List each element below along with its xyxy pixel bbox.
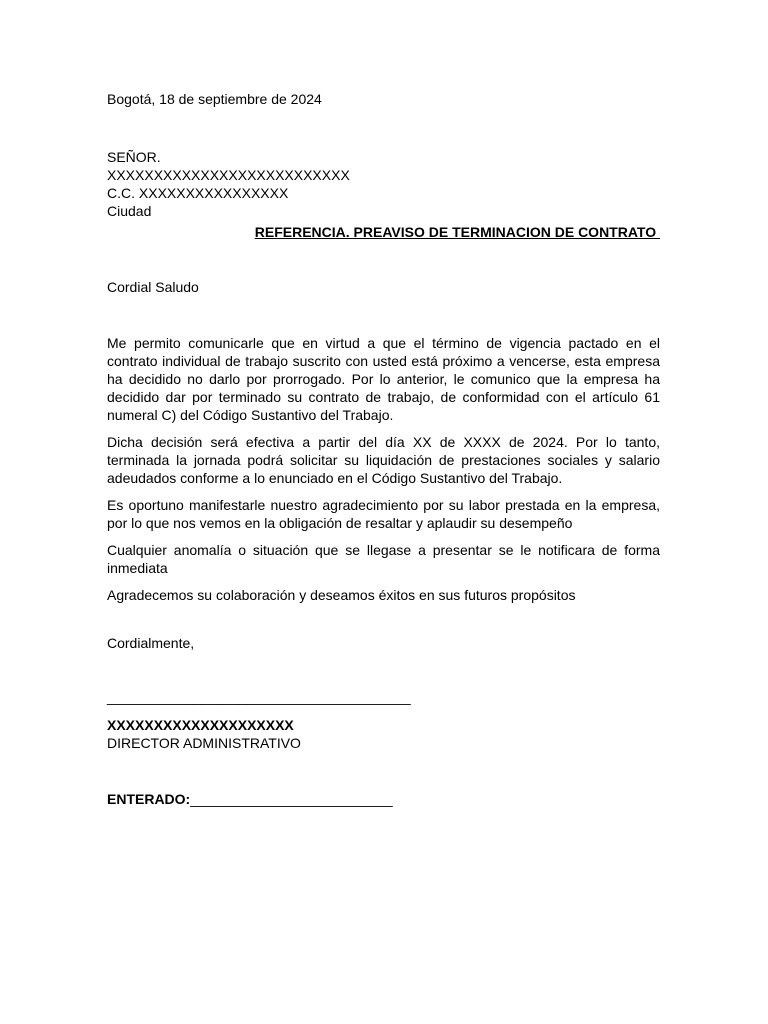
recipient-city: Ciudad	[107, 203, 152, 219]
reference-line: REFERENCIA. PREAVISO DE TERMINACION DE CONTRATO	[254, 224, 660, 240]
signature-line: _______________________________________	[107, 689, 411, 705]
closing: Cordialmente,	[107, 635, 195, 651]
body-paragraph: Dicha decisión será efectiva a partir del día XX de XXXX de 2024. Por lo tanto, terminada la jornada podrá solicitar su liquidación de prestaciones sociales y salario adeudados conforme a lo enunciado en el Código Sustantivo del Trabajo.	[107, 434, 660, 486]
body-paragraph: Agradecemos su colaboración y deseamos éxitos en sus futuros propósitos	[107, 587, 576, 603]
acknowledgement	[107, 790, 660, 808]
letter-page	[107, 90, 660, 808]
acknowledgement-label: ENTERADO:	[107, 791, 191, 807]
recipient-block	[107, 148, 660, 220]
recipient-salutation: SEÑOR.	[107, 149, 161, 165]
body-paragraph: Me permito comunicarle que en virtud a que el término de vigencia pactado en el contrato individual de trabajo suscrito con usted está próximo a vencerse, esta empresa ha decidido no darlo por prorrogado. Por lo anterior, le comunico que la empresa ha decidido dar por terminado su contrato de trabajo, de conformidad con el artículo 61 numeral C) del Código Sustantivo del Trabajo.	[107, 335, 660, 423]
letter-body	[107, 334, 660, 604]
body-paragraph: Es oportuno manifestarle nuestro agradecimiento por su labor prestada en la empresa, por lo que nos vemos en la obligación de resaltar y aplaudir su desempeño	[107, 497, 660, 531]
recipient-name: XXXXXXXXXXXXXXXXXXXXXXXXXX	[107, 167, 350, 183]
recipient-id: C.C. XXXXXXXXXXXXXXXX	[107, 185, 289, 201]
acknowledgement-line: __________________________	[190, 791, 393, 807]
signatory-title: DIRECTOR ADMINISTRATIVO	[107, 735, 301, 751]
letter-date: Bogotá, 18 de septiembre de 2024	[107, 91, 322, 107]
signatory-name: XXXXXXXXXXXXXXXXXXXX	[107, 717, 294, 733]
body-paragraph: Cualquier anomalía o situación que se llegase a presentar se le notificara de forma inmediata	[107, 542, 660, 576]
greeting: Cordial Saludo	[107, 279, 199, 295]
